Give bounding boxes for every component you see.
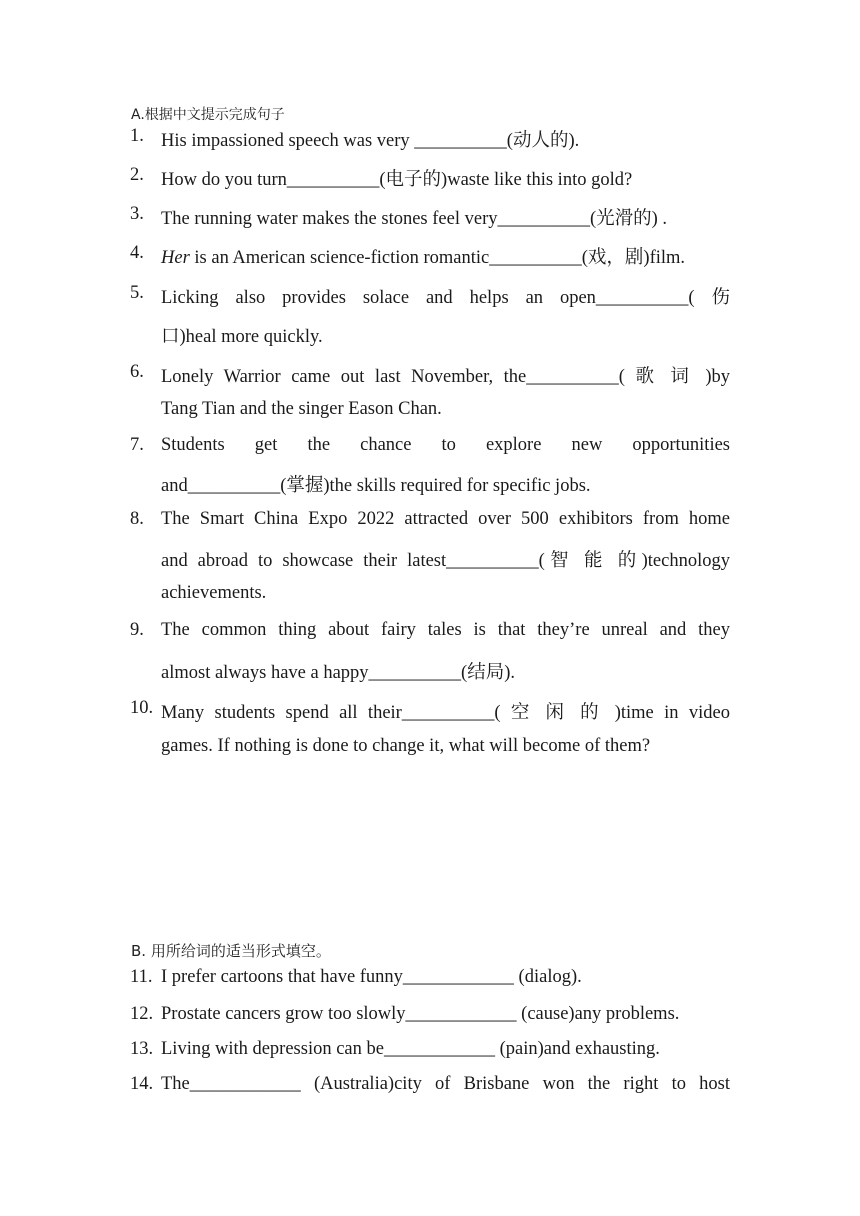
question-number: 7. [130,435,144,455]
question-number: 11. [130,967,153,987]
question-text: Prostate cancers grow too slowly____________ (cause)any problems. [161,1004,680,1024]
question-number: 4. [130,243,144,263]
question-number: 10. [130,698,154,718]
section-b-heading: B. 用所给词的适当形式填空。 [131,942,331,960]
question-text-line: Many students spend all their__________( 空 闲 的 )time in video [161,703,730,723]
question-text: His impassioned speech was very __________(动人的). [161,131,580,151]
question-number: 1. [130,126,144,146]
question-text-line: The Smart China Expo 2022 attracted over 500 exhibitors from home [161,509,730,529]
question-text-line: and__________(掌握)the skills required for specific jobs. [161,476,591,496]
question-number: 6. [130,362,144,382]
question-text-line: 口)heal more quickly. [161,327,323,347]
question-text: The running water makes the stones feel very__________(光滑的) . [161,209,668,229]
question-number: 3. [130,204,144,224]
question-text-line: The common thing about fairy tales is that they’re unreal and they [161,620,730,640]
section-a-heading: A.根据中文提示完成句子 [131,107,285,123]
question-text-line: games. If nothing is done to change it, what will become of them? [161,736,651,756]
question-text-line: achievements. [161,583,267,603]
question-text: How do you turn__________(电子的)waste like this into gold? [161,170,633,190]
question-text-rest: is an American science-fiction romantic__________(戏，剧)film. [189,248,686,268]
question-number: 9. [130,620,144,640]
question-text: Living with depression can be____________ (pain)and exhausting. [161,1039,660,1059]
question-text: The____________ (Australia)city of Brisbane won the right to host [161,1074,730,1094]
question-text-line: Tang Tian and the singer Eason Chan. [161,399,442,419]
film-title: Her [161,248,190,268]
question-text-line: Students get the chance to explore new opportunities [161,435,730,455]
question-number: 12. [130,1004,154,1024]
question-number: 13. [130,1039,154,1059]
question-number: 14. [130,1074,154,1094]
question-number: 2. [130,165,144,185]
question-number: 8. [130,509,144,529]
question-text-line: almost always have a happy__________(结局). [161,663,515,683]
question-text-line: and abroad to showcase their latest__________(智 能 的)technology [161,551,730,571]
question-text-line: Licking also provides solace and helps an open__________( 伤 [161,288,730,308]
question-number: 5. [130,283,144,303]
question-text: I prefer cartoons that have funny____________ (dialog). [161,967,582,987]
question-text-line: Lonely Warrior came out last November, the__________( 歌 词 )by [161,367,730,387]
question-text [161,243,730,269]
